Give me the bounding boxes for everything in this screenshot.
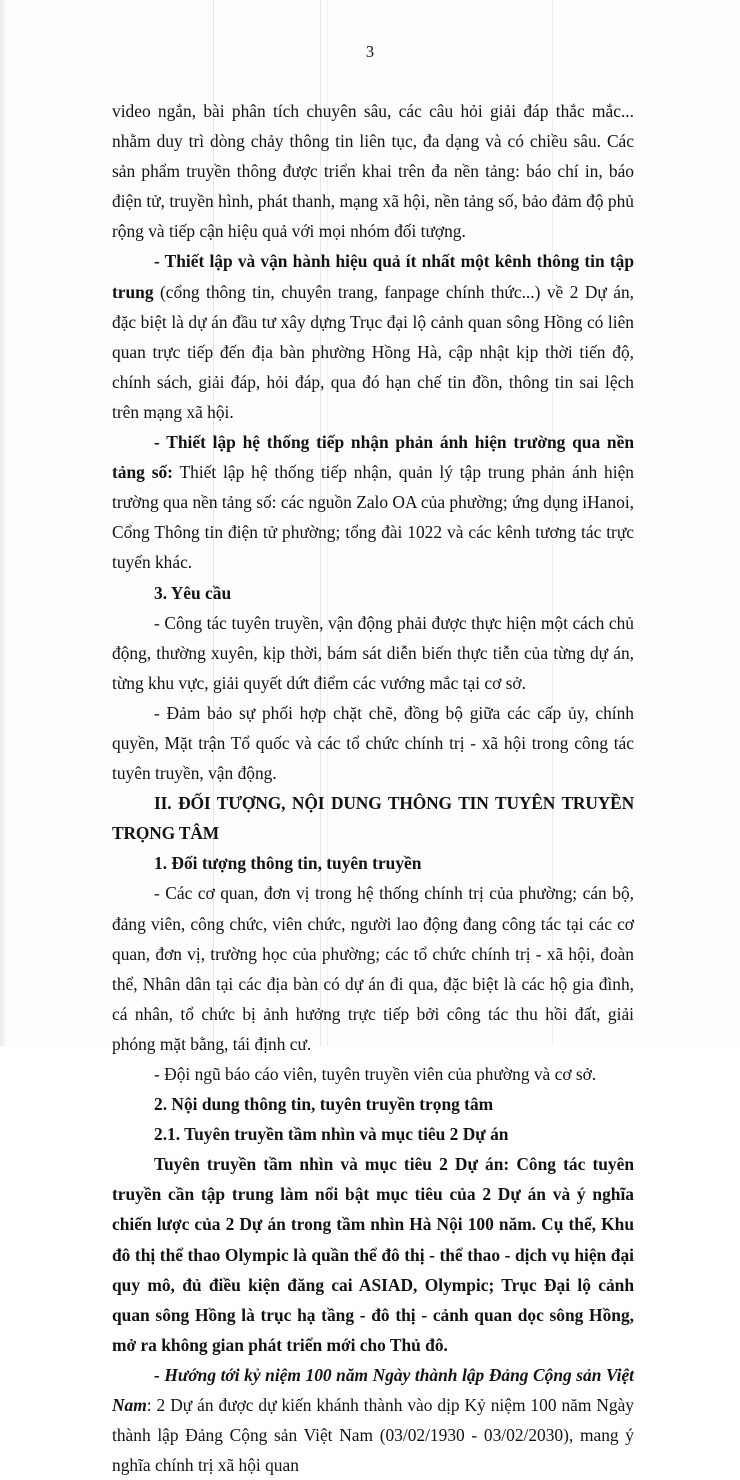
heading-section-ii-text: II. ĐỐI TƯỢNG, NỘI DUNG THÔNG TIN TUYÊN TRUYỀN TRỌNG TÂM (112, 793, 634, 844)
heading-subsection-1: 1. Đối tượng thông tin, tuyên truyền (154, 853, 422, 874)
body-field-report-system: Thiết lập hệ thống tiếp nhận, quản lý tập trung phản ánh hiện trường qua nền tảng số: các nguồn Zalo OA của phường; ứng dụng iHanoi, Cổng Thông tin điện tử phường; tổng đài 1022 và các kênh tương tác trực tuyến khác. (112, 462, 634, 573)
lead-in-field-report-system: - Thiết lập hệ thống tiếp nhận phản ánh hiện trường qua nền tảng số: (112, 432, 634, 483)
heading-section-ii (112, 788, 634, 848)
heading-subsection-2-1: 2.1. Tuyên truyền tầm nhìn và mục tiêu 2 Dự án (154, 1124, 509, 1145)
paragraph-media-products: video ngắn, bài phân tích chuyên sâu, các câu hỏi giải đáp thắc mắc... nhằm duy trì dòng chảy thông tin liên tục, đa dạng và có chiều sâu. Các sản phẩm truyền thông được triển khai trên đa nền tảng: báo chí in, báo điện tử, truyền hình, phát thanh, mạng xã hội, nền tảng số, bảo đảm độ phủ rộng và tiếp cận hiệu quả với mọi nhóm đối tượng. (112, 101, 634, 242)
paragraph-party-anniversary (112, 1360, 634, 1480)
paragraph-target-audience-reporters: - Đội ngũ báo cáo viên, tuyên truyền viên của phường và cơ sở. (154, 1064, 597, 1084)
paragraph-central-channel (112, 246, 634, 427)
paragraph-target-audience-organizations: - Các cơ quan, đơn vị trong hệ thống chính trị của phường; cán bộ, đảng viên, công chức, viên chức, người lao động đang công tác tại các cơ quan, đơn vị, trường học của phường; các tổ chức chính trị - xã hội, đoàn thể, Nhân dân tại các địa bàn có dự án đi qua, đặc biệt là các hộ gia đình, cá nhân, tổ chức bị ảnh hưởng trực tiếp bởi công tác thu hồi đất, giải phóng mặt bằng, tái định cư. (112, 883, 634, 1054)
lead-in-central-channel: - Thiết lập và vận hành hiệu quả ít nhất một kênh thông tin tập trung (112, 251, 634, 302)
body-central-channel: (cổng thông tin, chuyên trang, fanpage chính thức...) về 2 Dự án, đặc biệt là dự án đầu tư xây dựng Trục đại lộ cảnh quan sông Hồng có liên quan trực tiếp đến địa bàn phường Hồng Hà, cập nhật kịp thời tiến độ, chính sách, giải đáp, hỏi đáp, qua đó hạn chế tin đồn, thông tin sai lệch trên mạng xã hội. (112, 281, 634, 422)
paragraph-requirement-coordination: - Đảm bảo sự phối hợp chặt chẽ, đồng bộ giữa các cấp ủy, chính quyền, Mặt trận Tổ quốc và các tổ chức chính trị - xã hội trong công tác tuyên truyền, vận động. (112, 702, 634, 784)
body-party-anniversary: : 2 Dự án được dự kiến khánh thành vào dịp Kỷ niệm 100 năm Ngày thành lập Đảng Cộng sản Việt Nam (03/02/1930 - 03/02/2030), mang ý nghĩa chính trị xã hội quan (112, 1395, 634, 1476)
lead-in-party-anniversary: - Hướng tới kỷ niệm 100 năm Ngày thành lập Đảng Cộng sản Việt Nam (112, 1364, 634, 1416)
paragraph-requirement-proactive: - Công tác tuyên truyền, vận động phải được thực hiện một cách chủ động, thường xuyên, kịp thời, bám sát diễn biến thực tiễn của từng dự án, từng khu vực, giải quyết dứt điểm các vướng mắc tại cơ sở. (112, 612, 634, 693)
document-body (112, 96, 634, 1480)
heading-section-3-requirements: 3. Yêu cầu (154, 582, 232, 603)
paragraph-field-report-system (112, 427, 634, 577)
paragraph-vision-and-goals: Tuyên truyền tầm nhìn và mục tiêu 2 Dự án: Công tác tuyên truyền cần tập trung làm nổi bật mục tiêu của 2 Dự án và ý nghĩa chiến lược của 2 Dự án trong tầm nhìn Hà Nội 100 năm. Cụ thể, Khu đô thị thể thao Olympic là quần thể đô thị - thể thao - dịch vụ hiện đại quy mô, đủ điều kiện đăng cai ASIAD, Olympic; Trục Đại lộ cảnh quan sông Hồng là trục hạ tầng - đô thị - cảnh quan dọc sông Hồng, mở ra không gian phát triển mới cho Thủ đô. (112, 1154, 634, 1355)
scan-edge-artifact (0, 0, 7, 1046)
heading-subsection-2: 2. Nội dung thông tin, tuyên truyền trọng tâm (154, 1094, 494, 1115)
page-number: 3 (365, 42, 375, 61)
